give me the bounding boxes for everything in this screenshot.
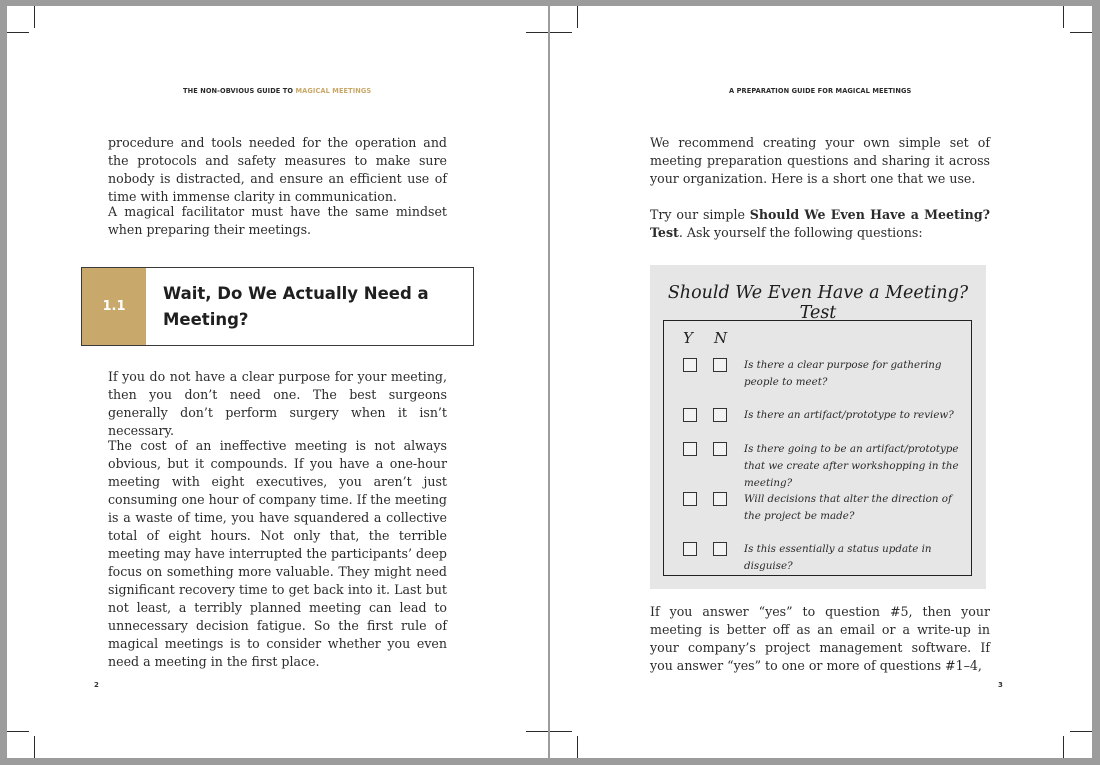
section-heading (81, 267, 474, 346)
test-name: Should We Even Have a Meeting? Test (650, 207, 991, 240)
section-number: 1.1 (82, 268, 146, 345)
paragraph: If you do not have a clear purpose for your meeting, then you don’t need one. The best surgeons generally don’t perform surgery when it isn’t necessary. (108, 369, 447, 438)
left-page (7, 6, 548, 758)
page-number: 3 (998, 681, 1003, 689)
right-page (550, 6, 1092, 758)
crop-mark (7, 32, 29, 33)
paragraph: We recommend creating your own simple set of meeting preparation questions and sharing it across your organization. Here is a short one that we use. (650, 135, 990, 186)
paragraph: A magical facilitator must have the same mindset when preparing their meetings. (108, 204, 447, 237)
crop-mark (7, 731, 29, 732)
running-head: A PREPARATION GUIDE FOR MAGICAL MEETINGS (729, 87, 912, 95)
paragraph: The cost of an ineffective meeting is not always obvious, but it compounds. If you have a one-hour meeting with eight executives, you aren’t just consuming one hour of company time. If the meeting is a waste of time, you have squandered a collective total of eight hours. Not only that, the terrible meeting may have interrupted the participants’ deep focus on something more valuable. They might need significant recovery time to get back into it. Last but not least, a terribly planned meeting can lead to unnecessary decision fatigue. So the first rule of magical meetings is to consider whether you even need a meeting in the first place. (108, 438, 447, 669)
crop-mark (34, 6, 35, 28)
question-text: Is there going to be an artifact/prototype that we create after workshopping in the meeting? (744, 443, 959, 489)
crop-mark (1070, 32, 1092, 33)
crop-mark (34, 736, 35, 758)
crop-mark (526, 731, 548, 732)
column-header-yes: Y (683, 329, 693, 347)
question-text: Will decisions that alter the direction of the project be made? (744, 493, 952, 522)
checkbox-no[interactable] (713, 442, 727, 456)
paragraph: If you answer “yes” to question #5, then your meeting is better off as an email or a write-up in your company’s project management software. If you answer “yes” to one or more of questions #1–4, (650, 604, 990, 673)
running-head: THE NON-OBVIOUS GUIDE TO MAGICAL MEETINGS (183, 87, 372, 95)
crop-mark (577, 736, 578, 758)
checkbox-yes[interactable] (683, 408, 697, 422)
checkbox-yes[interactable] (683, 442, 697, 456)
question-text: Is there an artifact/prototype to review? (744, 409, 954, 421)
checkbox-no[interactable] (713, 542, 727, 556)
column-header-no: N (714, 329, 728, 347)
checkbox-yes[interactable] (683, 492, 697, 506)
checklist-box (663, 320, 972, 576)
checkbox-yes[interactable] (683, 358, 697, 372)
section-title: Wait, Do We Actually Need a Meeting? (163, 284, 429, 329)
checkbox-yes[interactable] (683, 542, 697, 556)
paragraph: Try our simple Should We Even Have a Meeting? Test. Ask yourself the following questions: (650, 207, 991, 240)
crop-mark (1063, 6, 1064, 28)
crop-mark (550, 32, 572, 33)
question-text: Is there a clear purpose for gathering people to meet? (744, 359, 942, 388)
checkbox-no[interactable] (713, 408, 727, 422)
paragraph: procedure and tools needed for the operation and the protocols and safety measures to make sure nobody is distracted, and ensure an efficient use of time with immense clarity in communication. (108, 135, 447, 204)
page-number: 2 (94, 681, 99, 689)
checklist-card (650, 265, 986, 589)
running-head-accent: MAGICAL MEETINGS (295, 87, 372, 95)
checklist-title: Should We Even Have a Meeting? Test (667, 283, 969, 323)
checkbox-no[interactable] (713, 492, 727, 506)
crop-mark (526, 32, 548, 33)
crop-mark (577, 6, 578, 28)
crop-mark (1070, 731, 1092, 732)
question-text: Is this essentially a status update in disguise? (744, 543, 932, 572)
checkbox-no[interactable] (713, 358, 727, 372)
crop-mark (550, 731, 572, 732)
crop-mark (1063, 736, 1064, 758)
